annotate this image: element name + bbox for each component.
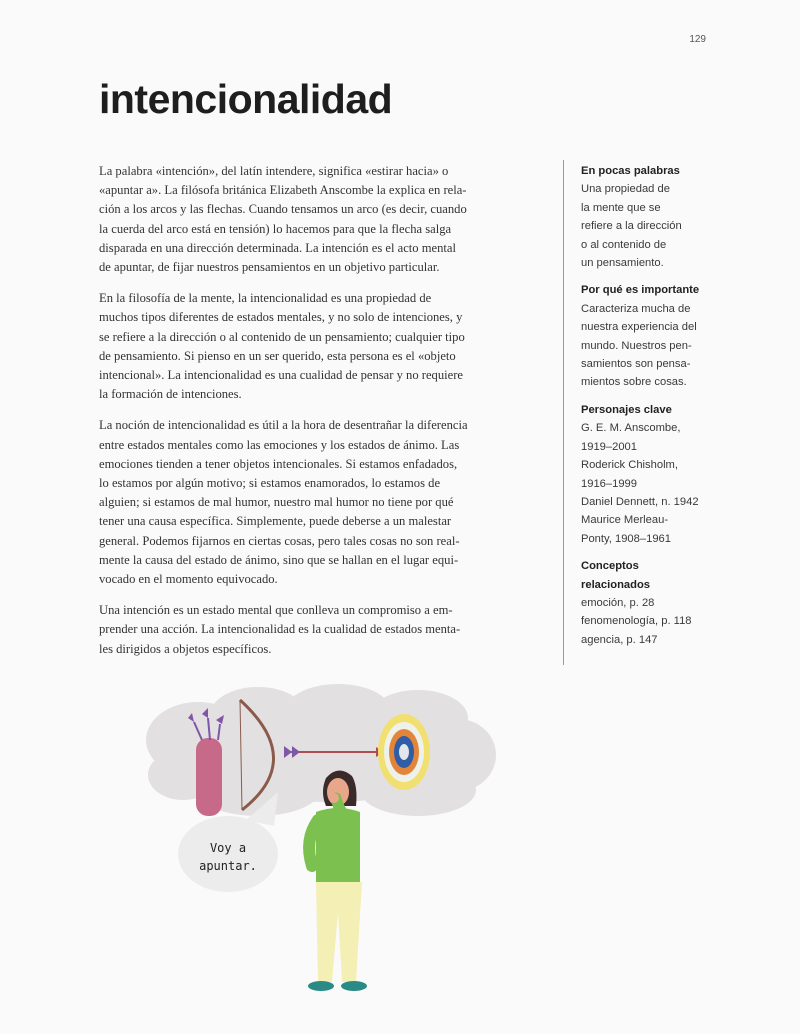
speech-text-line: Voy a: [209, 841, 247, 855]
text-line: entre estados mentales como las emociones y los estados de ánimo. Las: [99, 437, 460, 452]
text-line: vocado en el momento equivocado.: [99, 572, 278, 587]
archer-illustration: [128, 680, 508, 1000]
sidebar-line: la mente que se: [581, 201, 661, 214]
text-line: de pensamiento. Si pienso en un ser querido, esta persona es el «objeto: [99, 348, 456, 363]
text-line: general. Podemos fijarnos en ciertas cosas, pero tales cosas no son real-: [99, 533, 460, 548]
text-line: ción a los arcos y las flechas. Cuando tensamos un arco (es decir, cuando: [99, 202, 467, 217]
text-line: En la filosofía de la mente, la intencionalidad es una propiedad de: [99, 291, 432, 306]
related-link: agencia, p. 147: [581, 633, 658, 646]
text-line: disparada en una dirección determinada. La intención es el acto mental: [99, 240, 457, 255]
text-line: les dirigidos a objetos específicos.: [99, 641, 272, 656]
text-line: tener una causa específica. Simplemente, puede deberse a un malestar: [99, 514, 452, 529]
text-line: La noción de intencionalidad es útil a la hora de desentrañar la diferencia: [99, 418, 468, 433]
sidebar-line: un pensamiento.: [581, 257, 664, 270]
text-line: de apuntar, de fijar nuestros pensamientos en un objetivo particular.: [99, 260, 440, 275]
sidebar-line: G. E. M. Anscombe,: [581, 422, 681, 435]
text-line: la formación de intenciones.: [99, 387, 242, 402]
text-line: intencional». La intencionalidad es una cualidad de pensar y no requiere: [99, 368, 464, 383]
summary-heading: En pocas palabras: [581, 165, 680, 177]
key-people-section: [581, 401, 731, 548]
sidebar-line: 1916–1999: [581, 477, 637, 490]
sidebar: [581, 162, 731, 658]
page-title: intencionalidad: [99, 76, 393, 122]
text-line: La palabra «intención», del latín intendere, significa «estirar hacia» o: [99, 164, 449, 178]
paragraph-1: [99, 162, 529, 277]
main-text: [99, 162, 529, 671]
summary-section: [581, 162, 731, 272]
sidebar-line: mundo. Nuestros pen-: [581, 339, 692, 352]
sidebar-line: Caracteriza mucha de: [581, 302, 691, 315]
text-line: se refiere a la dirección o al contenido de un pensamiento; cualquier tipo: [99, 329, 465, 344]
sidebar-line: o al contenido de: [581, 238, 667, 251]
text-line: Una intención es un estado mental que conlleva un compromiso a em-: [99, 603, 453, 618]
text-line: muchos tipos diferentes de estados mentales, y no solo de intenciones, y: [99, 310, 463, 325]
key-people-heading: Personajes clave: [581, 403, 672, 416]
sidebar-line: samientos son pensa-: [581, 358, 691, 371]
sidebar-line: 1919–2001: [581, 440, 637, 453]
sidebar-line: Roderick Chisholm,: [581, 459, 678, 472]
text-line: «apuntar a». La filósofa británica Elizabeth Anscombe la explica en rela-: [99, 183, 467, 198]
text-line: la cuerda del arco está en tensión) lo hacemos para que la flecha salga: [99, 221, 452, 236]
text-line: mente la causa del estado de ánimo, sino que se hallan en el lugar equi-: [99, 552, 459, 567]
related-link: fenomenología, p. 118: [581, 615, 692, 628]
importance-heading: Por qué es importante: [581, 284, 700, 297]
page-number: 129: [689, 34, 706, 45]
importance-section: [581, 281, 731, 391]
target-icon: [378, 714, 430, 790]
related-heading: relacionados: [581, 578, 651, 591]
paragraph-2: [99, 289, 529, 404]
text-line: emociones tienden a tener objetos intencionales. Si estamos enfadados,: [99, 456, 458, 471]
sidebar-line: Daniel Dennett, n. 1942: [581, 495, 699, 508]
paragraph-3: [99, 416, 529, 589]
sidebar-line: Ponty, 1908–1961: [581, 532, 671, 545]
text-line: prender una acción. La intencionalidad es la cualidad de estados menta-: [99, 622, 461, 637]
sidebar-line: nuestra experiencia del: [581, 321, 697, 334]
sidebar-line: Una propiedad de: [581, 183, 670, 196]
sidebar-line: refiere a la dirección: [581, 220, 682, 233]
text-line: lo estamos por algún motivo; si estamos enamorados, lo estamos de: [99, 476, 441, 491]
sidebar-line: Maurice Merleau-: [581, 514, 669, 527]
column-divider: [563, 160, 564, 665]
text-line: alguien; si estamos de mal humor, nuestro mal humor no tiene por qué: [99, 495, 454, 510]
speech-text-line: apuntar.: [199, 859, 257, 873]
related-link: emoción, p. 28: [581, 596, 655, 609]
person-figure: [308, 770, 367, 991]
paragraph-4: [99, 601, 529, 659]
related-concepts-section: [581, 557, 731, 649]
sidebar-line: mientos sobre cosas.: [581, 376, 687, 389]
related-heading: Conceptos: [581, 560, 639, 573]
